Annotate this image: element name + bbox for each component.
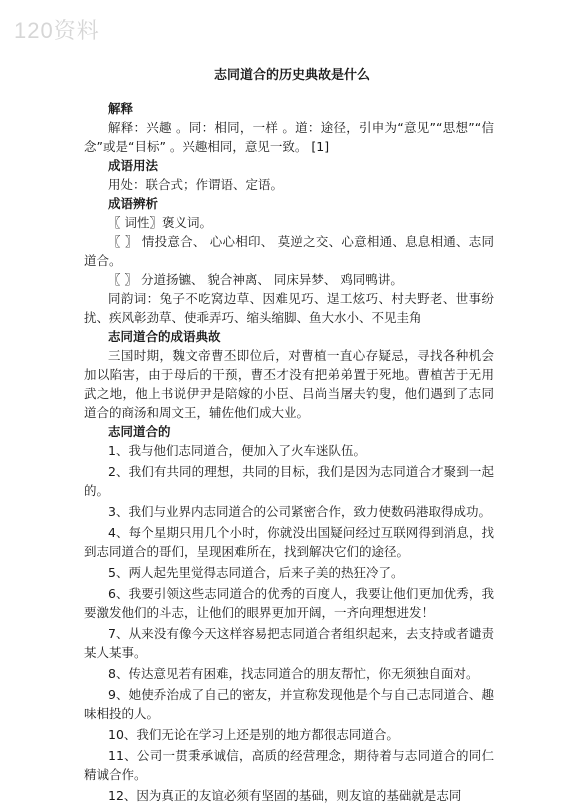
list-item: 10、我们无论在学习上还是别的地方都很志同道合。 xyxy=(108,727,399,742)
document-body xyxy=(84,66,494,807)
examples-list xyxy=(84,441,494,805)
analysis-line: 〖 词性〗褒义词。 xyxy=(108,215,212,230)
story-paragraph: 三国时期，魏文帝曹丕即位后，对曹植一直心存疑忌，寻找各种机会加以陷害，由于母后的干预，曹丕才没有把弟弟置于死地。曹植苦于无用武之地，他上书说伊尹是陪嫁的小臣、吕尚当屠夫钓叟，他们遇到了志同道合的商汤和周文王，辅佐他们成大业。 xyxy=(84,348,494,420)
list-item: 4、每个星期只用几个小时，你就没出国疑问经过互联网得到消息，找到志同道合的哥们，呈现困难所在，找到解决它们的途径。 xyxy=(84,525,494,559)
list-item: 7、从来没有像今天这样容易把志同道合者组织起来，去支持或者谴责某人某事。 xyxy=(84,626,494,660)
list-item: 8、传达意见若有困难，找志同道合的朋友帮忙，你无须独自面对。 xyxy=(108,666,479,681)
list-item: 6、我要引领这些志同道合的优秀的百度人，我要让他们更加优秀，我要激发他们的斗志，让他们的眼界更加开阔，一齐向理想进发！ xyxy=(84,586,494,620)
list-item: 2、我们有共同的理想，共同的目标，我们是因为志同道合才聚到一起的。 xyxy=(84,464,494,498)
list-item: 12、因为真正的友谊必须有坚固的基础，则友谊的基础就是志同 xyxy=(108,788,462,803)
page-title: 志同道合的历史典故是什么 xyxy=(213,68,370,83)
section-heading-usage: 成语用法 xyxy=(108,158,159,173)
list-item: 3、我们与业界内志同道合的公司紧密合作，致力使数码港取得成功。 xyxy=(108,504,491,519)
list-item: 1、我与他们志同道合，便加入了火车迷队伍。 xyxy=(108,443,366,458)
explain-paragraph: 解释：兴趣 。同：相同，一样 。道：途径，引申为“意见”“思想”“信念”或是“目标” 。兴趣相同，意见一致。 [1] xyxy=(84,120,494,154)
analysis-line: 同韵词：兔子不吃窝边草、因难见巧、逞工炫巧、村夫野老、世事纷扰、疾风彰劲草、使乖弄巧、缩头缩脚、鱼大水小、不见圭角 xyxy=(84,291,494,325)
list-item: 11、公司一贯秉承诚信，高质的经营理念，期待着与志同道合的同仁精诚合作。 xyxy=(84,748,494,782)
section-heading-analysis: 成语辨析 xyxy=(108,196,159,211)
analysis-line: 〖 〗 分道扬镳、 貌合神离、 同床异梦、 鸡同鸭讲。 xyxy=(108,272,403,287)
watermark-logo: 120资料 xyxy=(14,18,100,43)
list-item: 9、她使乔治成了自己的密友，并宣称发现他是个与自己志同道合、趣味相投的人。 xyxy=(84,687,494,721)
section-heading-story: 志同道合的成语典故 xyxy=(108,329,221,344)
usage-paragraph: 用处：联合式；作谓语、定语。 xyxy=(108,177,284,192)
analysis-line: 〖 〗 情投意合、 心心相印、 莫逆之交、心意相通、息息相通、志同道合。 xyxy=(84,234,494,268)
section-heading-examples: 志同道合的 xyxy=(108,424,171,439)
section-heading-explain: 解释 xyxy=(108,101,134,116)
list-item: 5、两人起先里觉得志同道合，后来子美的热狂冷了。 xyxy=(108,565,404,580)
